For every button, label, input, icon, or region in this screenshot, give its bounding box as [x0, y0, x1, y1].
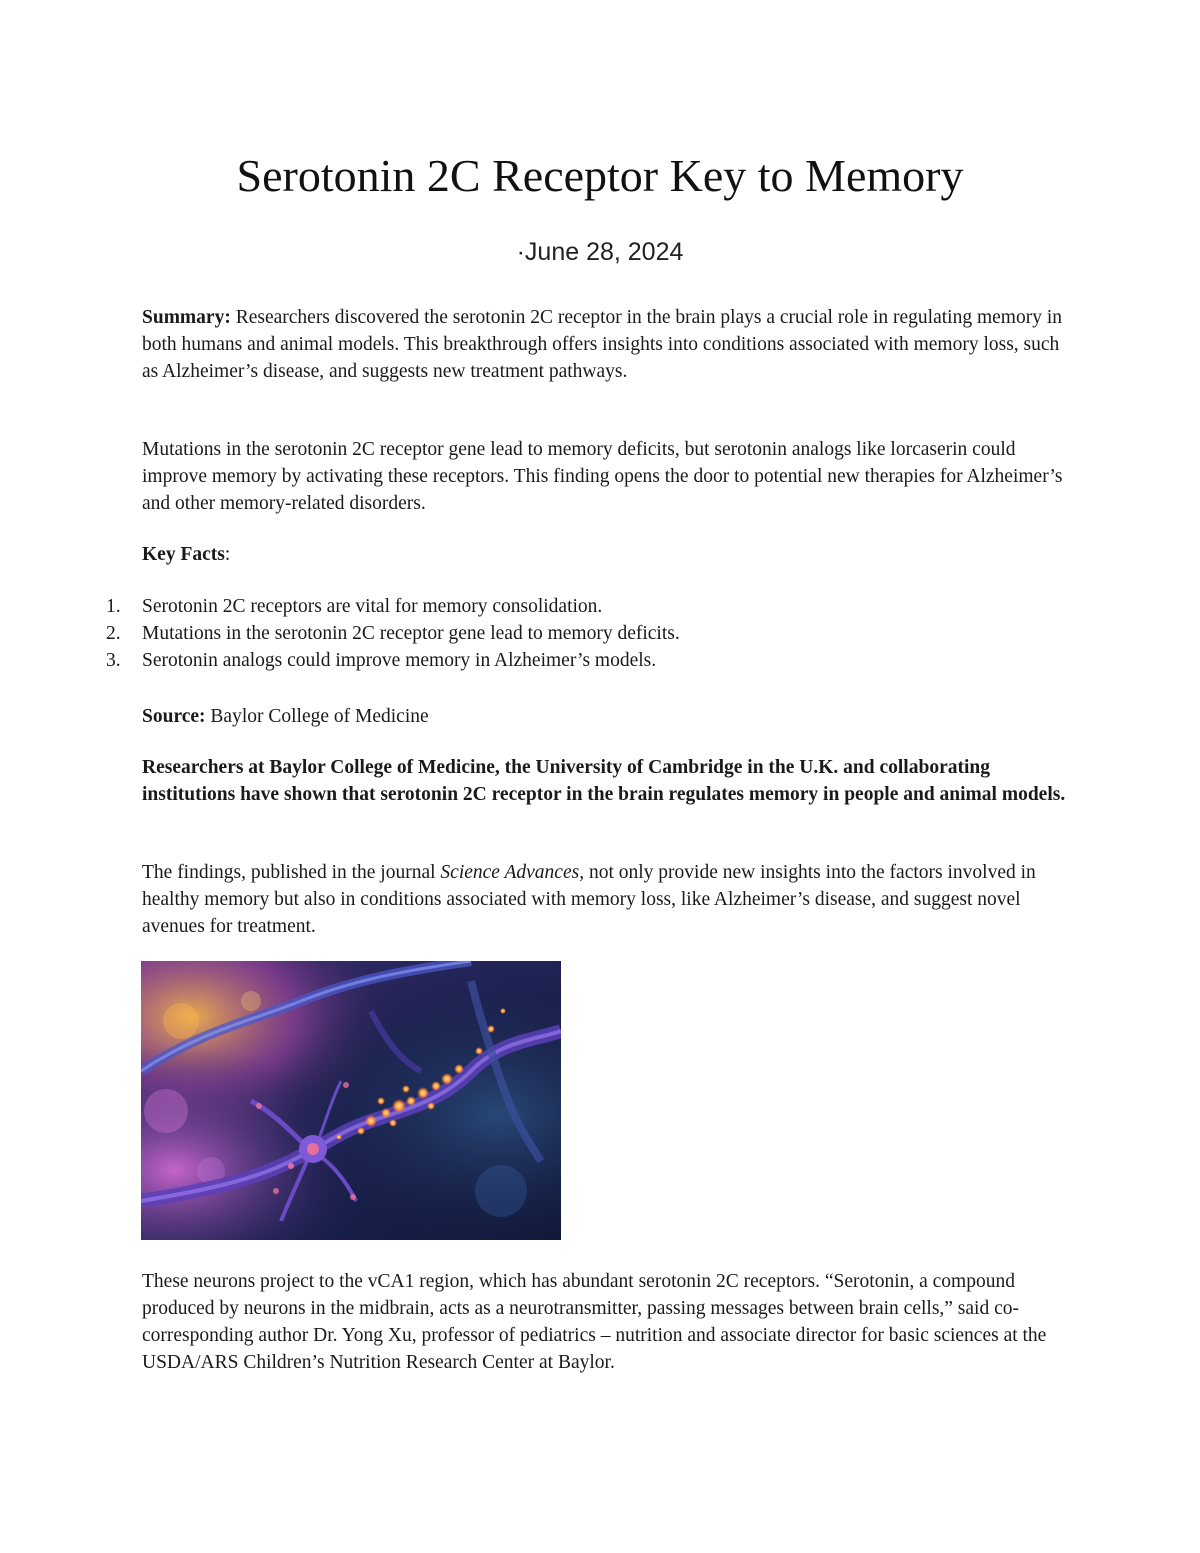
- findings-paragraph: [142, 859, 1072, 940]
- list-item: [100, 647, 1072, 674]
- summary-text: Researchers discovered the serotonin 2C receptor in the brain plays a crucial role in regulating memory in both humans and animal models. This breakthrough offers insights into conditions associated with memory loss, such as Alzheimer’s disease, and suggests new treatment pathways.: [142, 307, 1062, 382]
- article-date: ·June 28, 2024: [516, 238, 684, 266]
- key-facts-list: [100, 593, 1072, 674]
- list-item-text: Serotonin analogs could improve memory in Alzheimer’s models.: [142, 650, 657, 671]
- key-facts-label: Key Facts: [142, 544, 225, 565]
- key-facts-colon: :: [224, 544, 231, 565]
- list-item-text: Serotonin 2C receptors are vital for memory consolidation.: [142, 596, 603, 617]
- key-facts-heading: [142, 541, 1072, 568]
- findings-text-after: not only provide new insights into the factors involved in healthy memory but also in conditions associated with memory loss, like Alzheimer’s disease, and suggest novel avenues for treatment.: [142, 862, 1036, 937]
- list-item-text: Mutations in the serotonin 2C receptor gene lead to memory deficits.: [142, 623, 680, 644]
- findings-text-before: The findings, published in the journal: [142, 862, 441, 883]
- list-item: [100, 593, 1072, 620]
- summary-paragraph: [142, 304, 1072, 385]
- mutations-paragraph: Mutations in the serotonin 2C receptor gene lead to memory deficits, but serotonin analogs like lorcaserin could improve memory by activating these receptors. This finding opens the door to potential new therapies for Alzheimer’s and other memory-related disorders.: [142, 439, 1063, 514]
- source-label: Source:: [142, 706, 206, 727]
- list-item: [100, 620, 1072, 647]
- list-item-number: 1.: [106, 596, 121, 617]
- neurons-paragraph: These neurons project to the vCA1 region, which has abundant serotonin 2C receptors. “Serotonin, a compound produced by neurons in the midbrain, acts as a neurotransmitter, passing messages between brain cells,” said co-corresponding author Dr. Yong Xu, professor of pediatrics – nutrition and associate director for basic sciences at the USDA/ARS Children’s Nutrition Research Center at Baylor.: [142, 1271, 1047, 1373]
- neuron-illustration: [141, 961, 561, 1240]
- lead-paragraph: Researchers at Baylor College of Medicine, the University of Cambridge in the U.K. and collaborating institutions have shown that serotonin 2C receptor in the brain regulates memory in people and animal models.: [142, 757, 1066, 805]
- neuron-illustration-image: [141, 961, 561, 1240]
- article-title: Serotonin 2C Receptor Key to Memory: [236, 150, 964, 201]
- source-line: [142, 703, 1072, 730]
- list-item-number: 3.: [106, 650, 121, 671]
- source-text: Baylor College of Medicine: [205, 706, 429, 727]
- list-item-number: 2.: [106, 623, 121, 644]
- summary-label: Summary:: [142, 307, 231, 328]
- journal-name: Science Advances,: [440, 862, 585, 883]
